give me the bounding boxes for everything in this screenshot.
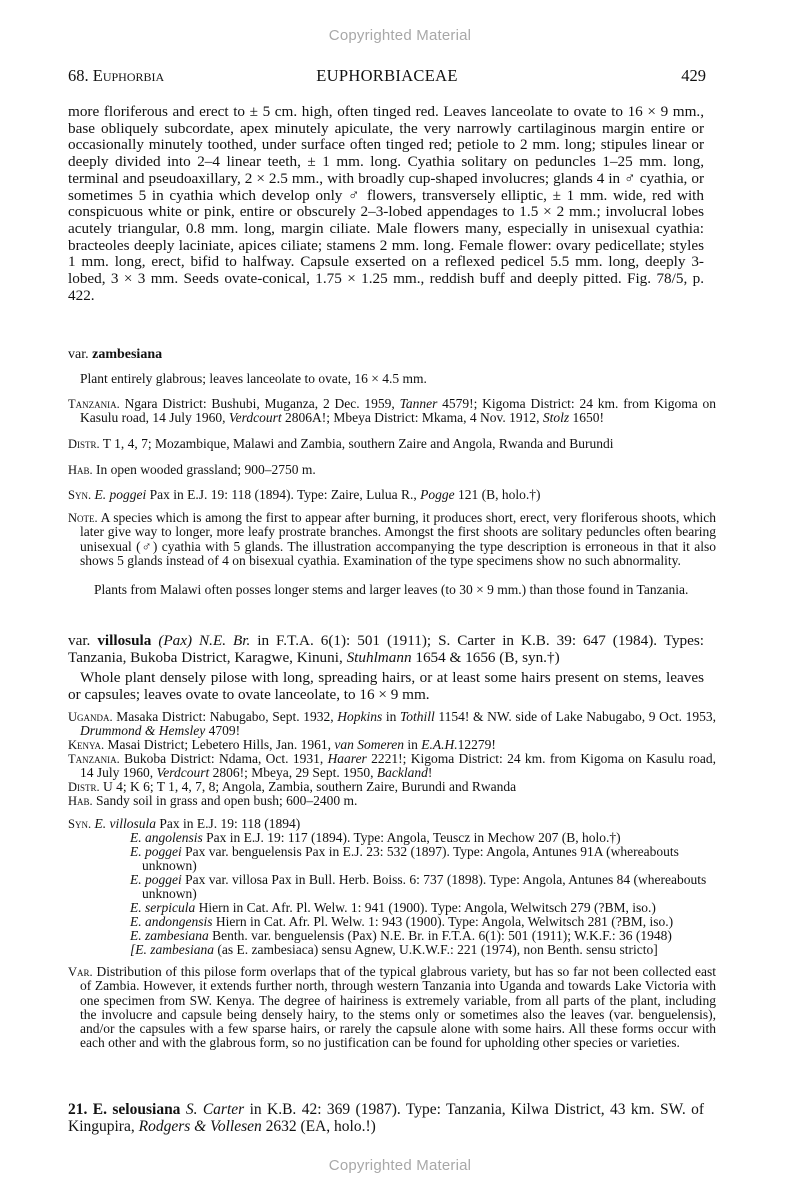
- species-21-heading: 21. E. selousiana S. Carter in K.B. 42: 369 (1987). Type: Tanzania, Kilwa District, 43 km. SW. of Kingupira, Rodgers & Vollesen 2632 (EA, holo.!): [68, 1101, 705, 1135]
- var-zambesiana-note: Note. A species which is among the first to appear after burning, it produces short, erect, very floriferous shoots, which later give way to longer, more leafy prostrate branches. Amongst the first shoots are solitary peduncles often bearing unisexual (♂) cyathia with 5 glands. The illustration accompanying the type description is erroneous in that it also shows 5 glands instead of 4 on bisexual cyathia. Examination of the type specimens show no such abnormality.: [68, 510, 716, 568]
- var-villosula-synonym-5: E. serpicula Hiern in Cat. Afr. Pl. Welw. 1: 941 (1900). Type: Angola, Welwitsch 279 (?BM, iso.): [130, 900, 656, 915]
- var-zambesiana-tanzania-specimens: Tanzania. Ngara District: Bushubi, Muganza, 2 Dec. 1959, Tanner 4579!; Kigoma District: 24 km. from Kigoma on Kasulu road, 14 July 1960, Verdcourt 2806A!; Mbeya District: Mkama, 4 Nov. 1912, Stolz 1650!: [68, 396, 717, 426]
- page-number: 429: [681, 66, 706, 85]
- var-villosula-kenya-specimens: Kenya. Masai District; Lebetero Hills, Jan. 1961, van Someren in E.A.H.12279!: [68, 737, 496, 752]
- var-villosula-variation-note: Var. Distribution of this pilose form overlaps that of the typical glabrous variety, but has so far not been collected east of Zambia. However, it extends further north, through western Tanzania into Uganda and towards Lake Victoria with one specimen from SW. Kenya. The degree of hairiness is extremely variable, from all parts of the plant, including the involucre and capsule being densely hairy, to the stems only or sometimes also the leaves (var. benguelensis), and/or the capsules with a few sparse hairs, or rarely the capsule alone with some hairs. All these forms occur with each other and with the glabrous form, so no justification can be found for upholding other species or varieties.: [68, 964, 717, 1051]
- var-villosula-tanzania-specimens: Tanzania. Bukoba District: Ndama, Oct. 1931, Haarer 2221!; Kigoma District: 24 km. from Kigoma on Kasulu road, 14 July 1960, Verdcourt 2806!; Mbeya, 29 Sept. 1950, Backland!: [68, 751, 717, 781]
- var-villosula-habitat: Hab. Sandy soil in grass and open bush; 600–2400 m.: [68, 793, 358, 808]
- running-header: [68, 66, 706, 86]
- var-zambesiana-note-malawi: Plants from Malawi often posses longer stems and larger leaves (to 30 × 9 mm.) than those found in Tanzania.: [94, 582, 689, 597]
- header-family: EUPHORBIACEAE: [316, 66, 458, 85]
- watermark-top: Copyrighted Material: [328, 27, 472, 44]
- var-villosula-synonym-1: Syn. E. villosula Pax in E.J. 19: 118 (1894): [68, 816, 301, 831]
- var-villosula-synonym-7: E. zambesiana Benth. var. benguelensis (Pax) N.E. Br. in F.T.A. 6(1): 501 (1911); W.K.F.: 36 (1948): [130, 928, 672, 943]
- var-villosula-synonym-8: [E. zambesiana (as E. zambesiaca) sensu Agnew, U.K.W.F.: 221 (1974), non Benth. sensu stricto]: [130, 942, 658, 957]
- var-zambesiana-description: Plant entirely glabrous; leaves lanceolate to ovate, 16 × 4.5 mm.: [80, 371, 427, 386]
- var-zambesiana-distribution: Distr. T 1, 4, 7; Mozambique, Malawi and Zambia, southern Zaire and Angola, Rwanda and Burundi: [68, 436, 614, 451]
- var-villosula-uganda-specimens: Uganda. Masaka District: Nabugabo, Sept. 1932, Hopkins in Tothill 1154! & NW. side of Lake Nabugabo, 9 Oct. 1953, Drummond & Hemsley 4709!: [68, 709, 716, 739]
- var-zambesiana-heading: var. zambesiana: [68, 347, 163, 362]
- watermark-bottom: Copyrighted Material: [328, 1157, 472, 1174]
- var-zambesiana-synonym: Syn. E. poggei Pax in E.J. 19: 118 (1894). Type: Zaire, Lulua R., Pogge 121 (B, holo.†): [68, 487, 541, 502]
- var-villosula-synonym-4: E. poggei Pax var. villosa Pax in Bull. Herb. Boiss. 6: 737 (1898). Type: Angola, Antunes 84 (whereabouts unknown): [130, 872, 707, 902]
- var-villosula-synonym-2: E. angolensis Pax in E.J. 19: 117 (1894). Type: Angola, Teuscz in Mechow 207 (B, holo.†): [130, 830, 621, 845]
- var-villosula-synonym-3: E. poggei Pax var. benguelensis Pax in E.J. 23: 532 (1897). Type: Angola, Antunes 91A (whereabouts unknown): [130, 844, 679, 874]
- var-villosula-distribution: Distr. U 4; K 6; T 1, 4, 7, 8; Angola, Zambia, southern Zaire, Burundi and Rwanda: [68, 779, 517, 794]
- var-villosula-description: Whole plant densely pilose with long, spreading hairs, or at least some hairs present on stems, leaves or capsules; leaves ovate to ovate lanceolate, to 16 × 9 mm.: [68, 669, 704, 703]
- var-zambesiana-habitat: Hab. In open wooded grassland; 900–2750 m.: [68, 462, 316, 477]
- var-villosula-synonym-6: E. andongensis Hiern in Cat. Afr. Pl. Welw. 1: 943 (1900). Type: Angola, Welwitsch 281 (?BM, iso.): [130, 914, 674, 929]
- var-villosula-heading: var. villosula (Pax) N.E. Br. in F.T.A. 6(1): 501 (1911); S. Carter in K.B. 39: 647 (1984). Types: Tanzania, Bukoba District, Karagwe, Kinuni, Stuhlmann 1654 & 1656 (B, syn.†): [68, 632, 705, 666]
- species-description: more floriferous and erect to ± 5 cm. high, often tinged red. Leaves lanceolate to ovate to 16 × 9 mm., base obliquely subcordate, apex minutely apiculate, the very narrowly cartilaginous margin entire or occasionally minutely toothed, under surface often tinged red; petiole to 2 mm. long; stipules linear or deeply divided into 2–4 linear teeth, ± 1 mm. long. Cyathia solitary on peduncles 1–25 mm. long, terminal and pseudoaxillary, 2 × 2.5 mm., with broadly cup-shaped involucres; glands 4 in ♂ cyathia, or sometimes 5 in cyathia which develop only ♂ flowers, transversely elliptic, ± 1 mm. wide, red with conspicuous white or pink, entire or obscurely 2–3-lobed appendages to 1.5 × 2 mm.; involucral lobes acutely triangular, 0.8 mm. long, margin ciliate. Male flowers many, especially in unisexual cyathia: bracteoles deeply laciniate, apices ciliate; stamens 2 mm. long. Female flower: ovary pedicellate; styles 1 mm. long, erect, bifid to halfway. Capsule exserted on a reflexed pedicel 5.5 mm. long, deeply 3-lobed, 3 × 3 mm. Seeds ovate-conical, 1.75 × 1.25 mm., reddish buff and deeply pitted. Fig. 78/5, p. 422.: [68, 103, 704, 304]
- header-genus: 68. Euphorbia: [68, 66, 165, 85]
